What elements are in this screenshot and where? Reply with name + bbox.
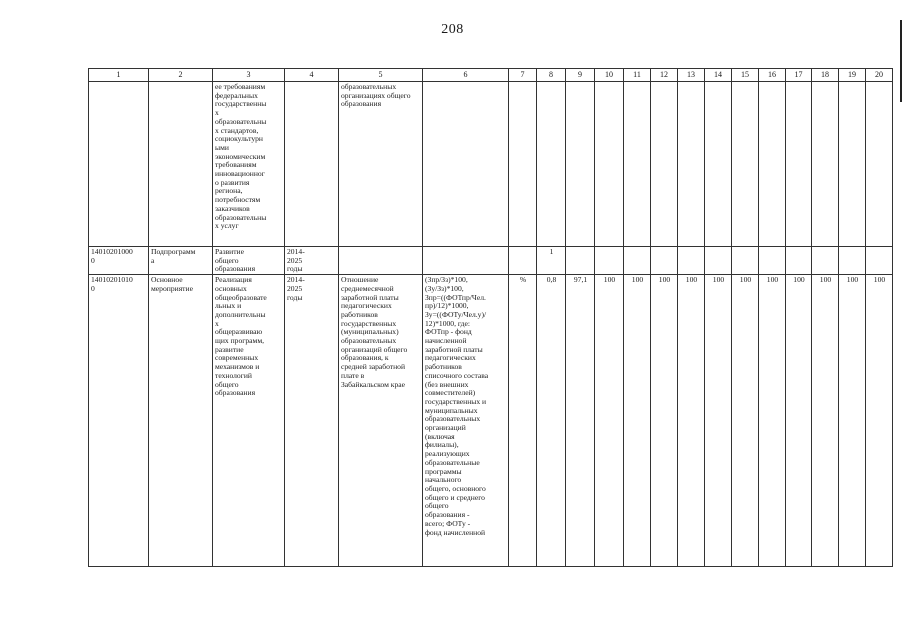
table-cell xyxy=(651,247,678,275)
value-cell: 100 xyxy=(839,275,866,567)
value-cell: 0,8 xyxy=(537,275,566,567)
value-cell: 100 xyxy=(624,275,651,567)
table-cell xyxy=(651,82,678,247)
table-cell xyxy=(812,247,839,275)
table-row-main-event xyxy=(89,275,893,567)
table-cell xyxy=(624,82,651,247)
table-cell xyxy=(624,247,651,275)
table-cell xyxy=(732,247,759,275)
col-header: 11 xyxy=(624,69,651,82)
table-cell xyxy=(839,247,866,275)
value-cell: 100 xyxy=(732,275,759,567)
table-cell xyxy=(566,247,595,275)
period-cell: 2014- 2025 годы xyxy=(285,275,339,567)
value-cell: 100 xyxy=(595,275,624,567)
table-cell xyxy=(759,82,786,247)
name-cell: Развитие общего образования xyxy=(213,247,285,275)
value-cell: 100 xyxy=(866,275,893,567)
col-header: 13 xyxy=(678,69,705,82)
col-header: 16 xyxy=(759,69,786,82)
table-row-continuation xyxy=(89,82,893,247)
value-cell: 100 xyxy=(705,275,732,567)
table-cell xyxy=(595,247,624,275)
table-cell xyxy=(89,82,149,247)
col-header: 14 xyxy=(705,69,732,82)
value-cell: 97,1 xyxy=(566,275,595,567)
col-header: 18 xyxy=(812,69,839,82)
col-header: 6 xyxy=(423,69,509,82)
formula-cell: (Зпр/Зз)*100, (Зу/Зз)*100, Зпр=((ФОТпр/Чел. пр)/12)*1000, Зу=((ФОТу/Чел.у)/ 12)*1000, где: ФОТпр - фонд начисленной заработной платы педагогических работников списочного состава (без внешних совместителей) государственных и муниципальных образовательных организаций (включая филиалы), реализующих образовательные программы начального общего, основного общего и среднего общего образования - всего; ФОТу - фонд начисленной xyxy=(423,275,509,567)
col-header: 5 xyxy=(339,69,423,82)
table-header-row xyxy=(89,69,893,82)
type-cell: Подпрограмм а xyxy=(149,247,213,275)
table-cell xyxy=(509,247,537,275)
col-header: 10 xyxy=(595,69,624,82)
table-cell xyxy=(537,82,566,247)
value-cell: 100 xyxy=(759,275,786,567)
table-cell xyxy=(678,82,705,247)
col-header: 2 xyxy=(149,69,213,82)
col-header: 8 xyxy=(537,69,566,82)
table-cell xyxy=(566,82,595,247)
table-cell xyxy=(285,82,339,247)
table-cell xyxy=(705,247,732,275)
table-row-subprogram xyxy=(89,247,893,275)
code-cell: 14010201010 0 xyxy=(89,275,149,567)
col-header: 3 xyxy=(213,69,285,82)
col-header: 4 xyxy=(285,69,339,82)
col-header: 17 xyxy=(786,69,812,82)
period-cell: 2014- 2025 годы xyxy=(285,247,339,275)
table-cell xyxy=(732,82,759,247)
table-cell xyxy=(786,82,812,247)
table-cell xyxy=(423,82,509,247)
col-header: 20 xyxy=(866,69,893,82)
table-cell xyxy=(595,82,624,247)
table-cell xyxy=(866,247,893,275)
table-cell xyxy=(149,82,213,247)
indicator-name-cell: Отношение среднемесячной заработной платы педагогических работников государственных (муниципальных) образовательных организаций общего образования, к средней заработной плате в Забайкальском крае xyxy=(339,275,423,567)
col-header: 12 xyxy=(651,69,678,82)
table-cell xyxy=(423,247,509,275)
col-header: 15 xyxy=(732,69,759,82)
col-header: 1 xyxy=(89,69,149,82)
table-cell xyxy=(812,82,839,247)
indicator-name-cell: образовательных организациях общего образования xyxy=(339,82,423,247)
unit-cell: % xyxy=(509,275,537,567)
value-cell: 100 xyxy=(678,275,705,567)
col-header: 7 xyxy=(509,69,537,82)
table-cell xyxy=(705,82,732,247)
table-cell xyxy=(759,247,786,275)
indicator-table xyxy=(88,68,893,567)
type-cell: Основное мероприятие xyxy=(149,275,213,567)
table-cell xyxy=(786,247,812,275)
value-cell: 100 xyxy=(786,275,812,567)
goal-text-cell: ее требованиям федеральных государственны х образовательны х стандартов, социокультурн ыми экономическим требованиям инновационног о развития региона, потребностям заказчиков образовательны х услуг xyxy=(213,82,285,247)
table-cell xyxy=(678,247,705,275)
table-cell xyxy=(509,82,537,247)
value-cell: 100 xyxy=(812,275,839,567)
table-cell xyxy=(839,82,866,247)
value-cell: 100 xyxy=(651,275,678,567)
value-cell: 1 xyxy=(537,247,566,275)
table-cell xyxy=(339,247,423,275)
margin-binding-line xyxy=(900,20,902,102)
col-header: 9 xyxy=(566,69,595,82)
page-number: 208 xyxy=(441,22,464,37)
col-header: 19 xyxy=(839,69,866,82)
name-cell: Реализация основных общеобразовате льных и дополнительны х общеразвиваю щих программ, развитие современных механизмов и технологий общего образования xyxy=(213,275,285,567)
table-cell xyxy=(866,82,893,247)
code-cell: 14010201000 0 xyxy=(89,247,149,275)
